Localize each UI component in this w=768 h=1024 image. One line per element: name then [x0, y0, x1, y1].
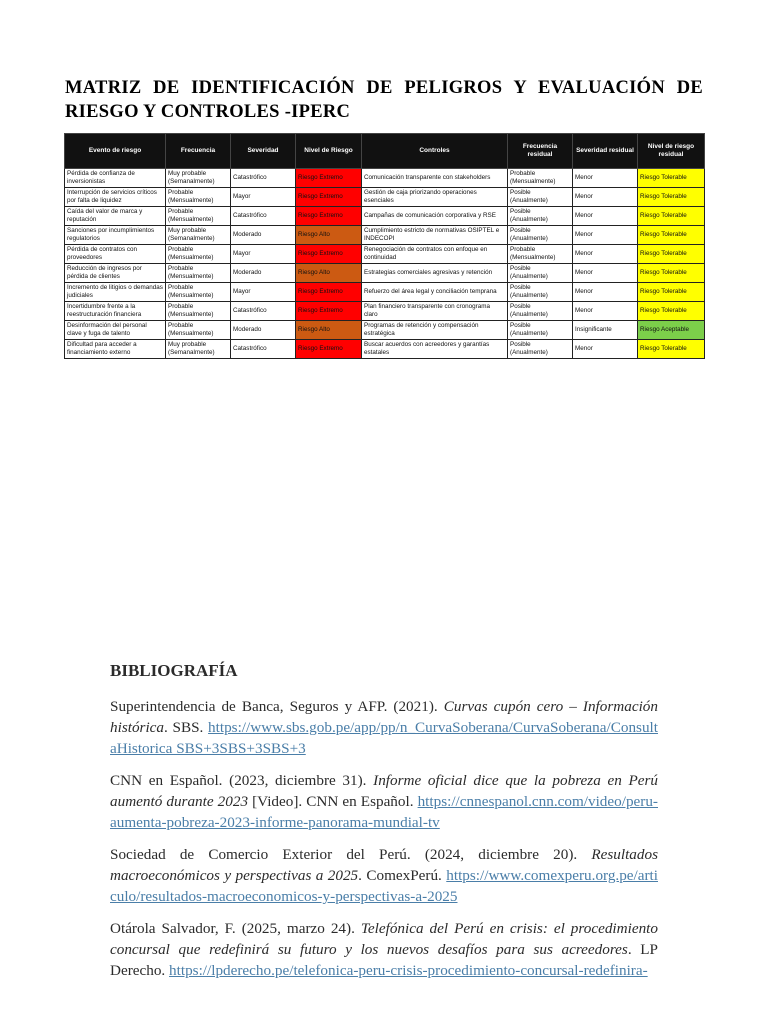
- bibliography-entry: [110, 770, 658, 833]
- severity-cell: Mayor: [231, 245, 296, 264]
- risk-level-cell: Riesgo Extremo: [296, 340, 362, 359]
- risk-event-cell: Reducción de ingresos por pérdida de clientes: [65, 264, 166, 283]
- risk-event-cell: Dificultad para acceder a financiamiento externo: [65, 340, 166, 359]
- column-header: Evento de riesgo: [65, 134, 166, 169]
- table-row: [65, 169, 705, 188]
- residual-severity-cell: Menor: [573, 302, 638, 321]
- bibliography-entry: [110, 918, 658, 981]
- reference-text: Superintendencia de Banca, Seguros y AFP. (2021).: [110, 698, 444, 715]
- column-header: Severidad residual: [573, 134, 638, 169]
- risk-level-cell: Riesgo Extremo: [296, 283, 362, 302]
- column-header: Nivel de riesgo residual: [638, 134, 705, 169]
- risk-level-cell: Riesgo Alto: [296, 264, 362, 283]
- reference-text: Otárola Salvador, F. (2025, marzo 24).: [110, 920, 361, 937]
- table-row: [65, 207, 705, 226]
- residual-severity-cell: Menor: [573, 207, 638, 226]
- risk-level-cell: Riesgo Extremo: [296, 188, 362, 207]
- risk-event-cell: Incremento de litigios o demandas judiciales: [65, 283, 166, 302]
- reference-source: . ComexPerú.: [358, 867, 447, 884]
- frequency-cell: Muy probable (Semanalmente): [166, 226, 231, 245]
- risk-level-cell: Riesgo Alto: [296, 321, 362, 340]
- bibliography-heading: BIBLIOGRAFÍA: [110, 661, 238, 680]
- severity-cell: Catastrófico: [231, 302, 296, 321]
- frequency-cell: Muy probable (Semanalmente): [166, 340, 231, 359]
- residual-risk-level-cell: Riesgo Tolerable: [638, 188, 705, 207]
- reference-link[interactable]: https://www.sbs.gob.pe/app/pp/n_CurvaSoberana/CurvaSoberana/ConsultaHistorica SBS+3SBS+3SBS+3: [110, 719, 658, 757]
- bibliography-list: [110, 696, 658, 981]
- bibliography-entry: [110, 844, 658, 907]
- controls-cell: Refuerzo del área legal y conciliación temprana: [362, 283, 508, 302]
- frequency-cell: Probable (Mensualmente): [166, 264, 231, 283]
- controls-cell: Campañas de comunicación corporativa y RSE: [362, 207, 508, 226]
- iperc-table-container: [64, 133, 704, 359]
- table-row: [65, 302, 705, 321]
- risk-level-cell: Riesgo Extremo: [296, 207, 362, 226]
- risk-level-cell: Riesgo Extremo: [296, 302, 362, 321]
- table-header-row: [65, 134, 705, 169]
- residual-risk-level-cell: Riesgo Tolerable: [638, 283, 705, 302]
- residual-risk-level-cell: Riesgo Tolerable: [638, 340, 705, 359]
- table-row: [65, 245, 705, 264]
- residual-frequency-cell: Posible (Anualmente): [508, 283, 573, 302]
- reference-title: Telefónica del Perú en crisis: el procedimiento concursal que redefinirá su futuro y los nuevos desafíos para sus acreedores: [110, 920, 658, 958]
- risk-event-cell: Desinformación del personal clave y fuga de talento: [65, 321, 166, 340]
- reference-source: . LP Derecho.: [110, 941, 658, 979]
- bibliography-entry: [110, 696, 658, 759]
- table-row: [65, 226, 705, 245]
- frequency-cell: Probable (Mensualmente): [166, 188, 231, 207]
- residual-severity-cell: Menor: [573, 226, 638, 245]
- controls-cell: Gestión de caja priorizando operaciones esenciales: [362, 188, 508, 207]
- page-title: MATRIZ DE IDENTIFICACIÓN DE PELIGROS Y EVALUACIÓN DE RIESGO Y CONTROLES -IPERC: [65, 78, 703, 122]
- residual-frequency-cell: Posible (Anualmente): [508, 207, 573, 226]
- controls-cell: Programas de retención y compensación estratégica: [362, 321, 508, 340]
- severity-cell: Moderado: [231, 264, 296, 283]
- reference-link[interactable]: https://cnnespanol.cnn.com/video/peru-aumenta-pobreza-2023-informe-panorama-mundial-tv: [110, 793, 658, 831]
- column-header: Severidad: [231, 134, 296, 169]
- column-header: Controles: [362, 134, 508, 169]
- residual-risk-level-cell: Riesgo Tolerable: [638, 245, 705, 264]
- risk-level-cell: Riesgo Alto: [296, 226, 362, 245]
- reference-title: Resultados macroeconómicos y perspectivas a 2025: [110, 846, 658, 884]
- risk-event-cell: Pérdida de confianza de inversionistas: [65, 169, 166, 188]
- severity-cell: Catastrófico: [231, 207, 296, 226]
- table-row: [65, 188, 705, 207]
- residual-frequency-cell: Posible (Anualmente): [508, 340, 573, 359]
- residual-risk-level-cell: Riesgo Tolerable: [638, 226, 705, 245]
- severity-cell: Catastrófico: [231, 169, 296, 188]
- reference-link[interactable]: https://lpderecho.pe/telefonica-peru-crisis-procedimiento-concursal-redefinira-: [169, 962, 648, 979]
- severity-cell: Catastrófico: [231, 340, 296, 359]
- risk-event-cell: Caída del valor de marca y reputación: [65, 207, 166, 226]
- residual-frequency-cell: Posible (Anualmente): [508, 264, 573, 283]
- table-row: [65, 340, 705, 359]
- frequency-cell: Muy probable (Semanalmente): [166, 169, 231, 188]
- residual-frequency-cell: Posible (Anualmente): [508, 302, 573, 321]
- residual-severity-cell: Menor: [573, 283, 638, 302]
- table-row: [65, 321, 705, 340]
- severity-cell: Moderado: [231, 226, 296, 245]
- severity-cell: Mayor: [231, 283, 296, 302]
- reference-text: CNN en Español. (2023, diciembre 31).: [110, 772, 374, 789]
- table-row: [65, 283, 705, 302]
- residual-frequency-cell: Posible (Anualmente): [508, 226, 573, 245]
- residual-frequency-cell: Probable (Mensualmente): [508, 245, 573, 264]
- column-header: Frecuencia: [166, 134, 231, 169]
- iperc-table: [64, 133, 705, 359]
- risk-event-cell: Incertidumbre frente a la reestructuración financiera: [65, 302, 166, 321]
- column-header: Nivel de Riesgo: [296, 134, 362, 169]
- risk-event-cell: Pérdida de contratos con proveedores: [65, 245, 166, 264]
- frequency-cell: Probable (Mensualmente): [166, 302, 231, 321]
- reference-link[interactable]: https://www.comexperu.org.pe/articulo/resultados-macroeconomicos-y-perspectivas-a-2025: [110, 867, 658, 905]
- reference-source: [Video]. CNN en Español.: [248, 793, 418, 810]
- reference-source: . SBS.: [164, 719, 209, 736]
- residual-frequency-cell: Posible (Anualmente): [508, 188, 573, 207]
- risk-event-cell: Interrupción de servicios críticos por falta de liquidez: [65, 188, 166, 207]
- residual-severity-cell: Insignificante: [573, 321, 638, 340]
- controls-cell: Buscar acuerdos con acreedores y garantías estatales: [362, 340, 508, 359]
- severity-cell: Mayor: [231, 188, 296, 207]
- controls-cell: Renegociación de contratos con enfoque en continuidad: [362, 245, 508, 264]
- frequency-cell: Probable (Mensualmente): [166, 245, 231, 264]
- residual-risk-level-cell: Riesgo Tolerable: [638, 169, 705, 188]
- column-header: Frecuencia residual: [508, 134, 573, 169]
- residual-severity-cell: Menor: [573, 188, 638, 207]
- table-body: [65, 169, 705, 359]
- severity-cell: Moderado: [231, 321, 296, 340]
- residual-risk-level-cell: Riesgo Aceptable: [638, 321, 705, 340]
- residual-severity-cell: Menor: [573, 169, 638, 188]
- risk-level-cell: Riesgo Extremo: [296, 245, 362, 264]
- risk-level-cell: Riesgo Extremo: [296, 169, 362, 188]
- residual-risk-level-cell: Riesgo Tolerable: [638, 302, 705, 321]
- residual-risk-level-cell: Riesgo Tolerable: [638, 264, 705, 283]
- bibliography-section: [110, 660, 658, 992]
- residual-severity-cell: Menor: [573, 340, 638, 359]
- residual-risk-level-cell: Riesgo Tolerable: [638, 207, 705, 226]
- residual-severity-cell: Menor: [573, 245, 638, 264]
- controls-cell: Estrategias comerciales agresivas y retención: [362, 264, 508, 283]
- frequency-cell: Probable (Mensualmente): [166, 207, 231, 226]
- reference-title: Informe oficial dice que la pobreza en Perú aumentó durante 2023: [110, 772, 658, 810]
- frequency-cell: Probable (Mensualmente): [166, 321, 231, 340]
- reference-text: Sociedad de Comercio Exterior del Perú. (2024, diciembre 20).: [110, 846, 592, 863]
- reference-title: Curvas cupón cero – Información histórica: [110, 698, 658, 736]
- controls-cell: Cumplimiento estricto de normativas OSIPTEL e INDECOPI: [362, 226, 508, 245]
- frequency-cell: Probable (Mensualmente): [166, 283, 231, 302]
- residual-frequency-cell: Posible (Anualmente): [508, 321, 573, 340]
- controls-cell: Comunicación transparente con stakeholders: [362, 169, 508, 188]
- risk-event-cell: Sanciones por incumplimientos regulatorios: [65, 226, 166, 245]
- table-row: [65, 264, 705, 283]
- residual-severity-cell: Menor: [573, 264, 638, 283]
- controls-cell: Plan financiero transparente con cronograma claro: [362, 302, 508, 321]
- residual-frequency-cell: Probable (Mensualmente): [508, 169, 573, 188]
